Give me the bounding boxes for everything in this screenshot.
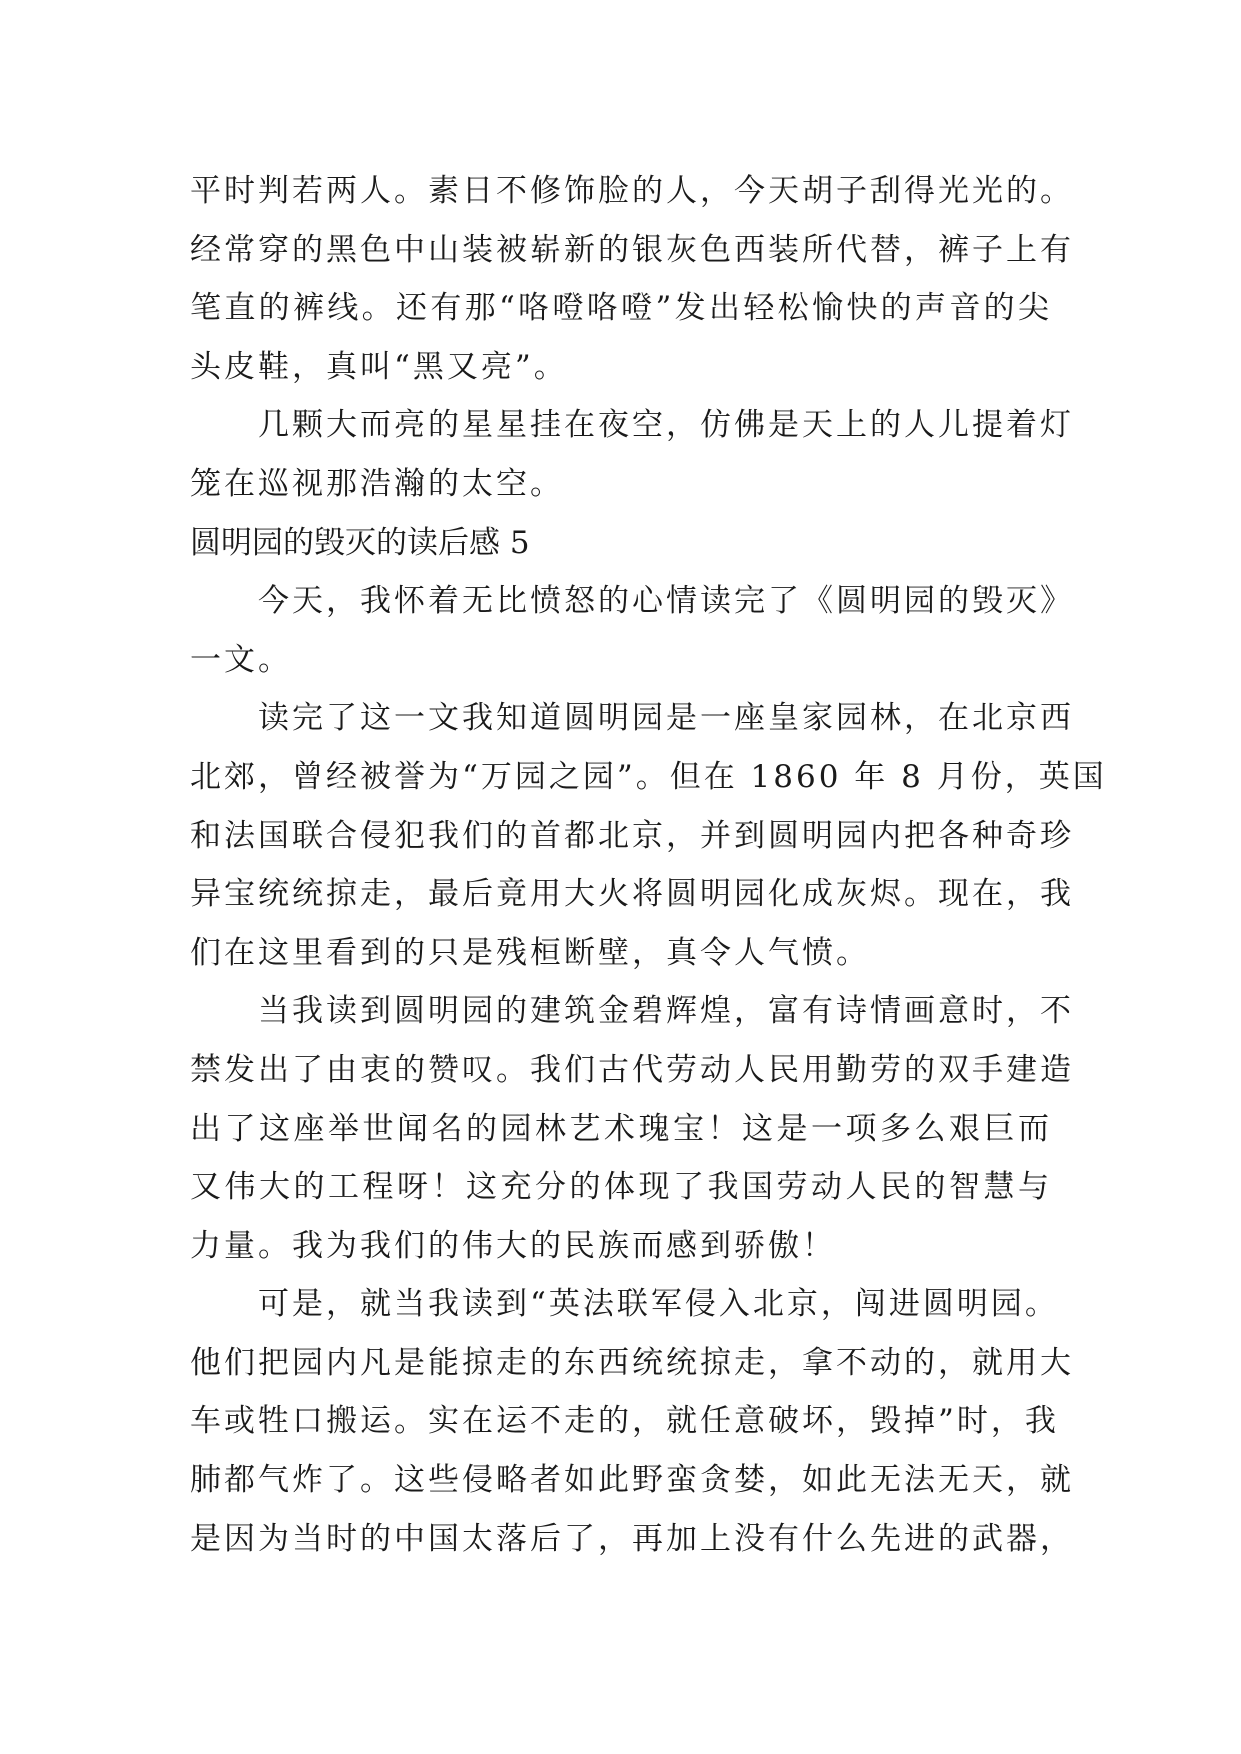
paragraph-start-line: 几颗大而亮的星星挂在夜空，仿佛是天上的人儿提着灯 (258, 407, 1074, 444)
text-line: 平时判若两人。素日不修饰脸的人，今天胡子刮得光光的。 (190, 173, 1074, 209)
paragraph-start-line: 今天，我怀着无比愤怒的心情读完了《圆明园的毁灭》 (258, 583, 1074, 620)
text-line: 是因为当时的中国太落后了，再加上没有什么先进的武器， (190, 1520, 1074, 1557)
text-line: 禁发出了由衷的赞叹。我们古代劳动人民用勤劳的双手建造 (190, 1051, 1074, 1088)
paragraph-start-line: 可是，就当我读到“英法联军侵入北京，闯进圆明园。 (258, 1286, 1059, 1323)
text-line: 笼在巡视那浩瀚的太空。 (190, 465, 564, 502)
paragraph-start-line: 读完了这一文我知道圆明园是一座皇家园林，在北京西 (258, 700, 1074, 737)
text-line: 北郊，曾经被誉为“万园之园”。但在 1860 年 8 月份，英国 (190, 758, 1107, 795)
text-line: 们在这里看到的只是残桓断壁，真令人气愤。 (190, 934, 870, 971)
text-line: 头皮鞋，真叫“黑又亮”。 (190, 348, 568, 385)
text-line: 经常穿的黑色中山装被崭新的银灰色西装所代替，裤子上有 (190, 231, 1074, 268)
text-line: 肺都气炸了。这些侵略者如此野蛮贪婪，如此无法无天，就 (190, 1462, 1074, 1499)
paragraph-start-line: 当我读到圆明园的建筑金碧辉煌，富有诗情画意时，不 (258, 993, 1074, 1030)
text-line: 车或牲口搬运。实在运不走的，就任意破坏，毁掉”时，我 (190, 1403, 1059, 1440)
text-line: 又伟大的工程呀！这充分的体现了我国劳动人民的智慧与 (190, 1169, 1052, 1206)
text-line: 笔直的裤线。还有那“咯噔咯噔”发出轻松愉快的声音的尖 (190, 290, 1052, 327)
text-line: 出了这座举世闻名的园林艺术瑰宝！这是一项多么艰巨而 (190, 1110, 1052, 1147)
section-heading: 圆明园的毁灭的读后感 5 (190, 524, 530, 561)
document-body (190, 162, 1107, 1568)
text-line: 一文。 (190, 641, 292, 678)
text-line: 异宝统统掠走，最后竟用大火将圆明园化成灰烬。现在，我 (190, 876, 1074, 913)
text-line: 力量。我为我们的伟大的民族而感到骄傲！ (190, 1227, 836, 1264)
text-line: 和法国联合侵犯我们的首都北京，并到圆明园内把各种奇珍 (190, 817, 1074, 854)
text-line: 他们把园内凡是能掠走的东西统统掠走，拿不动的，就用大 (190, 1344, 1074, 1381)
